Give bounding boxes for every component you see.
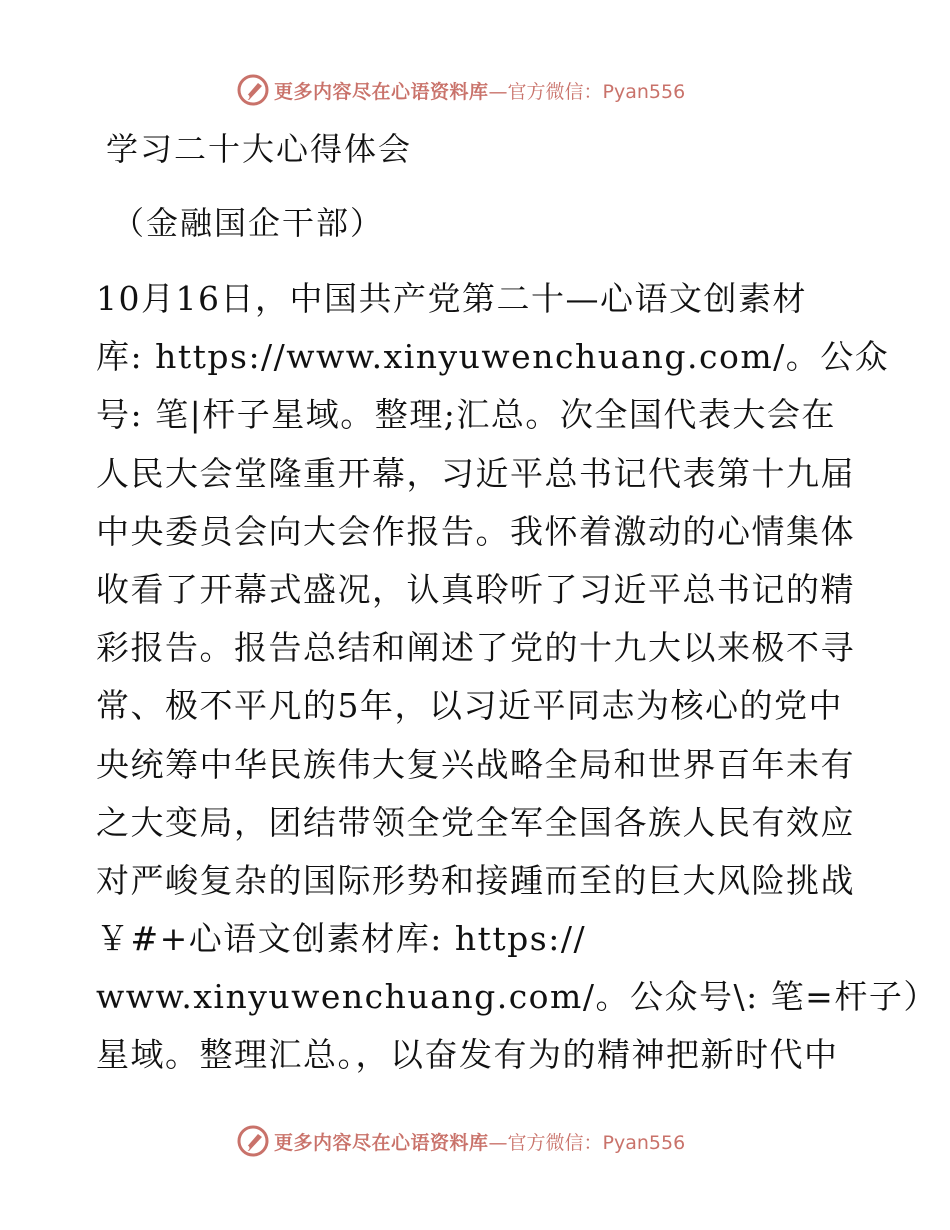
watermark-contact: —官方微信：Pyan556 <box>488 80 686 103</box>
pen-logo-icon <box>236 73 270 107</box>
body-line: 星域。整理汇总。，以奋发有为的精神把新时代中 <box>96 1035 839 1075</box>
body-line: 10月16日，中国共产党第二十—心语文创素材 <box>96 279 807 318</box>
watermark-banner-bottom <box>236 1124 685 1158</box>
pen-logo-icon <box>236 1124 270 1158</box>
body-line: 中央委员会向大会作报告。我怀着激动的心情集体 <box>96 511 855 551</box>
document-title: 学习二十大心得体会 <box>106 130 413 168</box>
body-line: 央统筹中华民族伟大复兴战略全局和世界百年未有 <box>96 744 855 784</box>
body-line: 库: https://www.xinyuwenchuang.com/。公众 <box>96 337 890 377</box>
body-line: 常、极不平凡的5年，以习近平同志为核心的党中 <box>96 686 843 726</box>
watermark-banner-top <box>236 73 685 107</box>
document-body <box>96 270 938 1085</box>
body-line: 之大变局，团结带领全党全军全国各族人民有效应 <box>96 802 855 842</box>
body-line: ￥#+心语文创素材库: https:// <box>96 919 587 959</box>
watermark-brand: 更多内容尽在心语资料库 <box>274 80 489 103</box>
watermark-brand: 更多内容尽在心语资料库 <box>274 1131 489 1154</box>
body-line: 号: 笔|杆子星域。整理;汇总。次全国代表大会在 <box>96 395 836 435</box>
document-subtitle: （金融国企干部） <box>112 204 385 242</box>
body-line: 收看了开幕式盛况，认真聆听了习近平总书记的精 <box>96 569 855 609</box>
watermark-contact: —官方微信：Pyan556 <box>488 1131 686 1154</box>
body-line: 人民大会堂隆重开幕，习近平总书记代表第十九届 <box>96 453 855 493</box>
body-line: www.xinyuwenchuang.com/。公众号\: 笔=杆子） <box>96 977 938 1017</box>
body-line: 对严峻复杂的国际形势和接踵而至的巨大风险挑战 <box>96 860 855 900</box>
body-line: 彩报告。报告总结和阐述了党的十九大以来极不寻 <box>96 628 855 668</box>
